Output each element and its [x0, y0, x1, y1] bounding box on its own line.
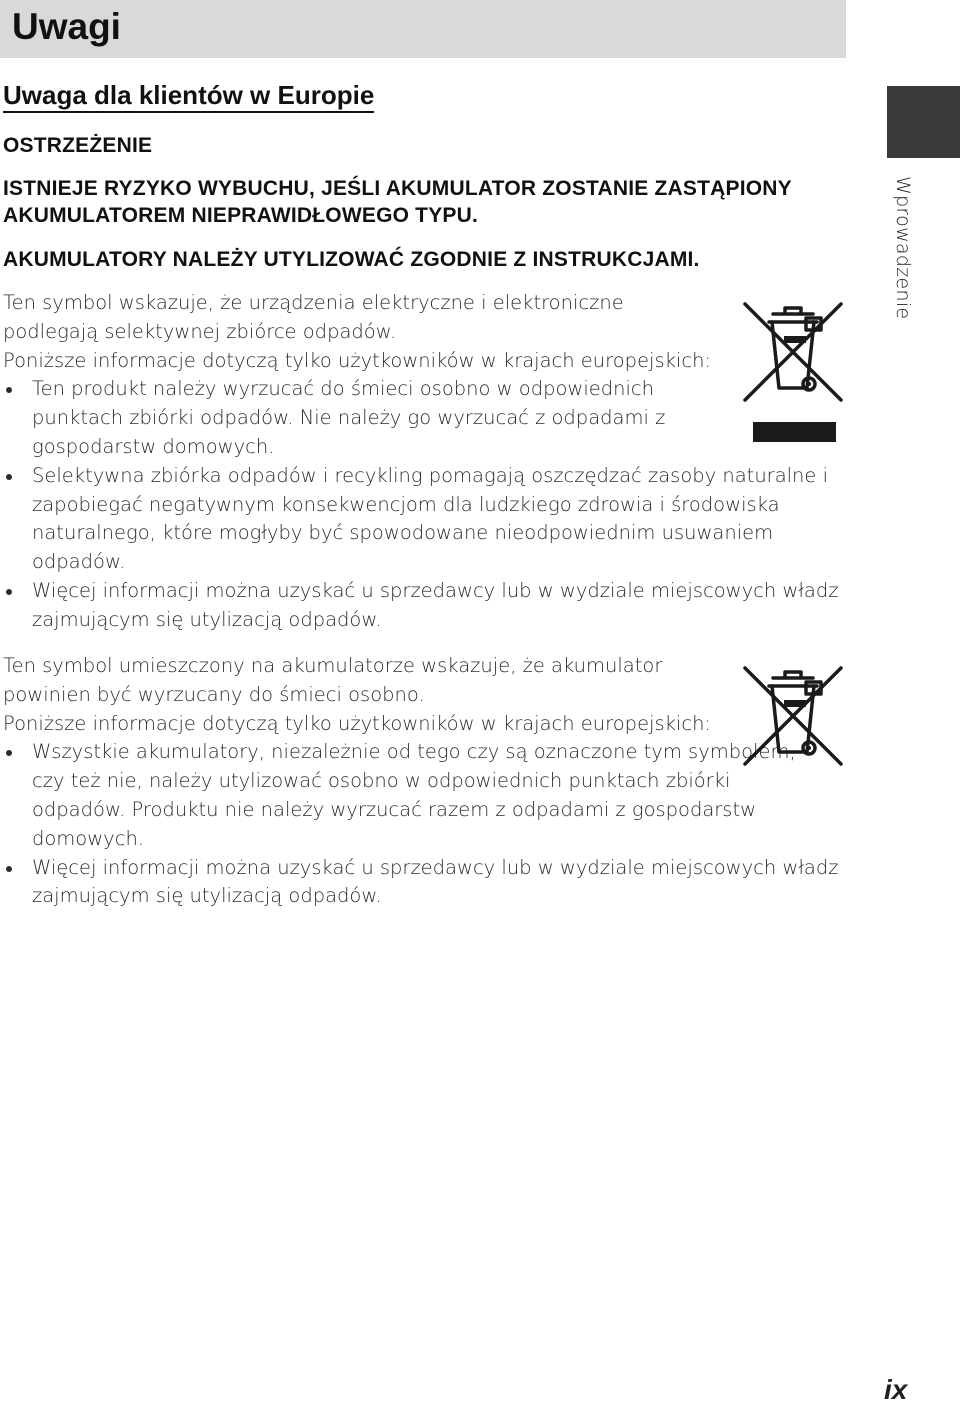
weee-bullet-list [3, 375, 841, 634]
side-tab-label: Wprowadzenie [892, 176, 914, 320]
page-header [0, 0, 846, 58]
battery-section [3, 652, 841, 911]
warning-label: OSTRZEŻENIE [3, 134, 153, 157]
list-item: Więcej informacji można uzyskać u sprzedawcy lub w wydziale miejscowych władz zajmującym się utylizacją odpadów. [3, 854, 841, 912]
page-number: ix [884, 1374, 908, 1405]
section-title: Uwaga dla klientów w Europie [3, 80, 374, 113]
weee-solid-bar [753, 422, 836, 442]
warning-line-2: AKUMULATOREM NIEPRAWIDŁOWEGO TYPU. [3, 204, 479, 227]
weee-applies: Poniższe informacje dotyczą tylko użytkowników w krajach europejskich: [3, 348, 711, 372]
battery-applies: Poniższe informacje dotyczą tylko użytkowników w krajach europejskich: [3, 711, 711, 735]
weee-section [3, 289, 841, 635]
list-item: Selektywna zbiórka odpadów i recykling pomagają oszczędzać zasoby naturalne i zapobiegać negatywnym konsekwencjom dla ludzkiego zdrowia i środowiska naturalnego, które mogłyby być spowodowane nieodpowiednim usuwaniem odpadów. [3, 462, 841, 577]
battery-bullet-list [3, 738, 841, 911]
warning-line-3: AKUMULATORY NALEŻY UTYLIZOWAĆ ZGODNIE Z INSTRUKCJAMI. [3, 248, 700, 271]
list-item: Wszystkie akumulatory, niezależnie od tego czy są oznaczone tym symbolem, czy też nie, należy utylizować osobno w odpowiednich punktach zbiórki odpadów. Produktu nie należy wyrzucać razem z odpadami z gospodarstw domowych. [3, 738, 812, 853]
crossed-out-wheelie-bin-icon [741, 296, 845, 406]
list-item: Ten produkt należy wyrzucać do śmieci osobno w odpowiednich punktach zbiórki odpadów. Nie należy go wyrzucać z odpadami z gospodarstw domowych. [3, 375, 692, 461]
side-tab-marker [887, 86, 960, 158]
crossed-out-wheelie-bin-icon [741, 660, 845, 770]
list-item: Więcej informacji można uzyskać u sprzedawcy lub w wydziale miejscowych władz zajmującym się utylizacją odpadów. [3, 577, 841, 635]
weee-intro: Ten symbol wskazuje, że urządzenia elektryczne i elektroniczne podlegają selektywnej zbiórce odpadów. [3, 291, 624, 343]
page-title: Uwagi [12, 6, 121, 47]
warning-line-1: ISTNIEJE RYZYKO WYBUCHU, JEŚLI AKUMULATOR ZOSTANIE ZASTĄPIONY [3, 177, 792, 200]
battery-intro: Ten symbol umieszczony na akumulatorze wskazuje, że akumulator powinien być wyrzucany do śmieci osobno. [3, 654, 663, 706]
